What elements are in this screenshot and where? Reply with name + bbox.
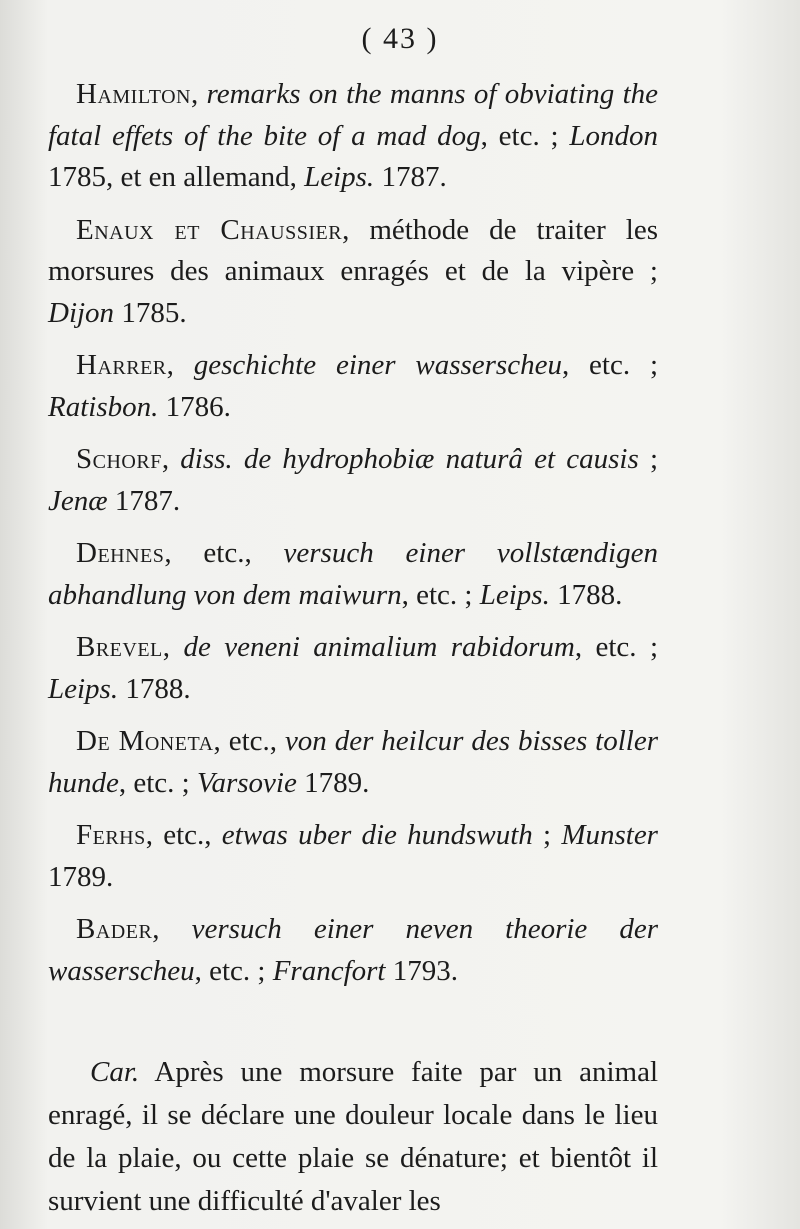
entry-text: , etc., bbox=[213, 725, 285, 757]
entry-author: De Moneta bbox=[76, 725, 214, 757]
entry-text: , bbox=[166, 349, 194, 381]
entry-year: 1787. bbox=[374, 161, 447, 193]
entry-text: , etc. ; bbox=[118, 766, 197, 799]
entry-place: Leips. bbox=[479, 578, 550, 611]
entry-text: , bbox=[162, 631, 184, 663]
entry-title: de veneni animalium rabidorum bbox=[183, 631, 575, 663]
entry-author: Enaux et Chaussier bbox=[76, 213, 343, 246]
entry-text: , etc. ; bbox=[480, 119, 570, 152]
entry-place: Dijon bbox=[48, 296, 115, 329]
entry-text: , bbox=[152, 913, 192, 945]
entry-author: Brevel bbox=[76, 631, 163, 663]
entry-place: Leips. bbox=[304, 161, 375, 193]
entry-author: Bader bbox=[76, 913, 153, 945]
entry-title: etwas uber die hundswuth bbox=[221, 819, 533, 851]
car-text: Après une morsure faite par un animal enragé, il se déclare une douleur locale dans le lieu de la plaie, ou cette plaie se dénature; et bientôt il survient une difficulté d'avaler les bbox=[48, 1056, 658, 1217]
entry-year: 1789. bbox=[48, 860, 114, 893]
entry-text: , etc. ; bbox=[574, 631, 658, 663]
entry-text: ; bbox=[532, 819, 562, 851]
page-number: ( 43 ) bbox=[361, 22, 439, 55]
entry-year: 1785. bbox=[114, 296, 187, 329]
entry-text: ; bbox=[638, 443, 658, 475]
entry-author: Dehnes bbox=[76, 537, 165, 569]
bibliography-entry bbox=[48, 627, 658, 710]
entry-place: Varsovie bbox=[196, 766, 297, 799]
entry-text: , etc. ; bbox=[401, 578, 480, 611]
entry-text: , bbox=[190, 78, 207, 110]
entry-title: von der heilcur des bisses toller hunde bbox=[48, 725, 658, 799]
bibliography-entry bbox=[48, 439, 658, 522]
bibliography-entry bbox=[48, 533, 658, 616]
entry-place: London bbox=[569, 119, 658, 152]
entry-author: Harrer bbox=[76, 349, 167, 381]
bibliography-entry bbox=[48, 210, 658, 335]
entry-author: Ferhs bbox=[76, 819, 146, 851]
entry-text: , etc. ; bbox=[194, 954, 273, 987]
entry-text: , etc., bbox=[145, 819, 222, 851]
entry-year: 1786. bbox=[158, 390, 231, 423]
entry-place: Ratisbon. bbox=[48, 390, 159, 423]
entry-year: 1787. bbox=[107, 484, 181, 517]
entry-author: Schorf bbox=[76, 443, 162, 475]
entry-place: Leips. bbox=[48, 672, 119, 705]
car-paragraph bbox=[48, 1051, 658, 1223]
entry-title: diss. de hydrophobiæ naturâ et causis bbox=[180, 443, 639, 475]
entry-title: versuch einer neven theorie der wasserscheu bbox=[48, 913, 659, 987]
entry-year: 1788. bbox=[549, 578, 623, 611]
entry-year: 1788. bbox=[118, 672, 191, 705]
bibliography-entry bbox=[48, 721, 658, 804]
entry-text: , bbox=[161, 443, 181, 475]
entry-text: , etc. ; bbox=[561, 349, 659, 381]
car-label: Car. bbox=[90, 1056, 140, 1088]
bibliography-entry bbox=[48, 909, 658, 992]
entry-year: 1789. bbox=[296, 766, 370, 799]
entry-year: 1793. bbox=[385, 954, 458, 987]
entry-place: Jenæ bbox=[48, 484, 108, 517]
entry-title: remarks on the manns of obviating the fatal effets of the bite of a mad dog bbox=[48, 78, 659, 152]
entry-year: 1785, et en allemand, bbox=[48, 161, 305, 193]
entry-text: , méthode de traiter les morsures des animaux enragés et de la vipère ; bbox=[48, 213, 658, 287]
entry-title: geschichte einer wasserscheu bbox=[193, 349, 562, 381]
bibliography-entry bbox=[48, 74, 658, 199]
entry-place: Munster bbox=[561, 819, 658, 851]
bibliography-list bbox=[48, 74, 658, 1003]
bibliography-entry bbox=[48, 345, 658, 428]
bibliography-entry bbox=[48, 815, 658, 898]
entry-author: Hamilton bbox=[76, 78, 191, 110]
entry-place: Francfort bbox=[272, 954, 386, 987]
entry-text: , etc., bbox=[164, 537, 284, 569]
entry-title: versuch einer vollstændigen abhandlung von dem maiwurn bbox=[48, 537, 658, 611]
